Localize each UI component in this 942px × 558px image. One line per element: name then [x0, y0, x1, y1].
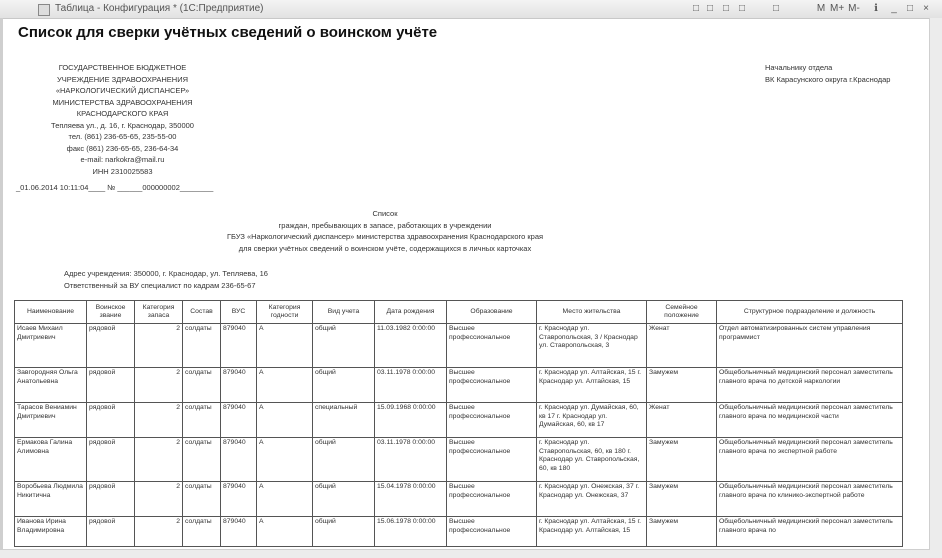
cell-composition[interactable]: солдаты	[183, 517, 221, 547]
info-icon[interactable]: ℹ	[874, 3, 878, 14]
cell-reserve-category[interactable]: 2	[135, 403, 183, 438]
col-header-fitness: Категория годности	[257, 301, 313, 324]
cell-fitness[interactable]: А	[257, 482, 313, 517]
cell-marital[interactable]: Замужем	[647, 438, 717, 482]
cell-marital[interactable]: Замужем	[647, 482, 717, 517]
cell-residence[interactable]: г. Краснодар ул. Алтайская, 15 г. Краснодар ул. Алтайская, 15	[537, 517, 647, 547]
cell-residence[interactable]: г. Краснодар ул. Думайская, 60, кв 17 г. Краснодар ул. Думайская, 60, кв 17	[537, 403, 647, 438]
cell-department[interactable]: Общебольничный медицинский персонал заместитель главного врача по	[717, 517, 903, 547]
cell-education[interactable]: Высшее профессиональное	[447, 324, 537, 368]
col-header-rank: Воинское звание	[87, 301, 135, 324]
address-line: Адрес учреждения: 350000, г. Краснодар, ул. Тепляева, 16	[64, 269, 268, 278]
table-row[interactable]	[15, 482, 903, 517]
cell-vus[interactable]: 879040	[221, 368, 257, 403]
cell-residence[interactable]: г. Краснодар ул. Алтайская, 15 г. Краснодар ул. Алтайская, 15	[537, 368, 647, 403]
heading-line: для сверки учётных сведений о воинском учёте, содержащихся в личных карточках	[238, 243, 532, 253]
cell-reserve-category[interactable]: 2	[135, 368, 183, 403]
table-row[interactable]	[15, 403, 903, 438]
cell-marital[interactable]: Женат	[647, 324, 717, 368]
toolbar-icon-3[interactable]: □	[722, 3, 730, 14]
toolbar-icon-1[interactable]: □	[692, 3, 700, 14]
organization-header	[20, 62, 225, 177]
cell-marital[interactable]: Женат	[647, 403, 717, 438]
cell-education[interactable]: Высшее профессиональное	[447, 482, 537, 517]
window-titlebar	[0, 0, 942, 19]
maximize-button[interactable]: □	[906, 3, 914, 14]
cell-vus[interactable]: 879040	[221, 438, 257, 482]
cell-residence[interactable]: г. Краснодар ул. Ставропольская, 3 / Краснодар ул. Ставропольская, 3	[537, 324, 647, 368]
cell-rank[interactable]: рядовой	[87, 517, 135, 547]
cell-name[interactable]: Исаев Михаил Дмитриевич	[15, 324, 87, 368]
app-icon	[38, 4, 50, 16]
cell-education[interactable]: Высшее профессиональное	[447, 438, 537, 482]
cell-name[interactable]: Тарасов Вениамин Дмитриевич	[15, 403, 87, 438]
table-row[interactable]	[15, 324, 903, 368]
cell-fitness[interactable]: А	[257, 324, 313, 368]
cell-composition[interactable]: солдаты	[183, 482, 221, 517]
cell-marital[interactable]: Замужем	[647, 517, 717, 547]
table-row[interactable]	[15, 368, 903, 403]
cell-fitness[interactable]: А	[257, 517, 313, 547]
recipient-line: Начальнику отдела	[765, 63, 833, 72]
cell-record-type[interactable]: общий	[313, 482, 375, 517]
cell-residence[interactable]: г. Краснодар ул. Онежская, 37 г. Краснодар ул. Онежская, 37	[537, 482, 647, 517]
cell-fitness[interactable]: А	[257, 438, 313, 482]
col-header-education: Образование	[447, 301, 537, 324]
horizontal-scrollbar[interactable]	[0, 549, 930, 558]
org-line: «НАРКОЛОГИЧЕСКИЙ ДИСПАНСЕР»	[55, 86, 190, 95]
cell-rank[interactable]: рядовой	[87, 403, 135, 438]
cell-department[interactable]: Отдел автоматизированных систем управления программист	[717, 324, 903, 368]
org-line: Тепляева ул., д. 16, г. Краснодар, 350000	[51, 120, 194, 130]
table-header-row	[15, 301, 903, 324]
cell-department[interactable]: Общебольничный медицинский персонал заместитель главного врача по медицинской части	[717, 403, 903, 438]
heading-line: граждан, пребывающих в запасе, работающих в учреждении	[278, 220, 492, 230]
document-date-number: _01.06.2014 10:11:04____ № ______000000002________	[16, 183, 214, 192]
window-title: Таблица - Конфигурация * (1С:Предприятие)	[55, 3, 264, 14]
col-header-residence: Место жительства	[537, 301, 647, 324]
col-header-composition: Состав	[183, 301, 221, 324]
cell-birthdate[interactable]: 03.11.1978 0:00:00	[375, 368, 447, 403]
cell-name[interactable]: Завгородняя Ольга Анатольевна	[15, 368, 87, 403]
table-row[interactable]	[15, 517, 903, 547]
cell-vus[interactable]: 879040	[221, 403, 257, 438]
toolbar-icon-5[interactable]: □	[772, 3, 780, 14]
cell-rank[interactable]: рядовой	[87, 368, 135, 403]
cell-rank[interactable]: рядовой	[87, 438, 135, 482]
cell-record-type[interactable]: общий	[313, 438, 375, 482]
org-line: УЧРЕЖДЕНИЕ ЗДРАВООХРАНЕНИЯ	[56, 74, 188, 84]
col-header-department: Структурное подразделение и должность	[717, 301, 903, 324]
cell-education[interactable]: Высшее профессиональное	[447, 403, 537, 438]
org-line: ИНН 2310025583	[92, 166, 153, 176]
col-header-reserve-category: Категория запаса	[135, 301, 183, 324]
recipient-block	[765, 62, 890, 86]
cell-department[interactable]: Общебольничный медицинский персонал заместитель главного врача по экспертной работе	[717, 438, 903, 482]
cell-birthdate[interactable]: 15.04.1978 0:00:00	[375, 482, 447, 517]
cell-composition[interactable]: солдаты	[183, 324, 221, 368]
org-line: ГОСУДАРСТВЕННОЕ БЮДЖЕТНОЕ	[58, 63, 187, 72]
cell-birthdate[interactable]: 03.11.1978 0:00:00	[375, 438, 447, 482]
cell-reserve-category[interactable]: 2	[135, 517, 183, 547]
cell-residence[interactable]: г. Краснодар ул. Ставропольская, 60, кв 180 г. Краснодар ул. Ставропольская, 60, кв 180	[537, 438, 647, 482]
cell-name[interactable]: Воробьева Людмила Никитична	[15, 482, 87, 517]
col-header-vus: ВУС	[221, 301, 257, 324]
cell-vus[interactable]: 879040	[221, 482, 257, 517]
cell-department[interactable]: Общебольничный медицинский персонал заместитель главного врача по детской наркологии	[717, 368, 903, 403]
toolbar-icon-4[interactable]: □	[738, 3, 746, 14]
cell-record-type[interactable]: общий	[313, 517, 375, 547]
list-heading	[195, 208, 575, 254]
cell-marital[interactable]: Замужем	[647, 368, 717, 403]
cell-department[interactable]: Общебольничный медицинский персонал заместитель главного врача по клинико-экспертной работе	[717, 482, 903, 517]
cell-composition[interactable]: солдаты	[183, 403, 221, 438]
org-line: МИНИСТЕРСТВА ЗДРАВООХРАНЕНИЯ	[52, 97, 193, 107]
cell-record-type[interactable]: общий	[313, 324, 375, 368]
cell-education[interactable]: Высшее профессиональное	[447, 368, 537, 403]
memory-minus-button[interactable]: M-	[848, 3, 860, 14]
cell-fitness[interactable]: А	[257, 403, 313, 438]
cell-fitness[interactable]: А	[257, 368, 313, 403]
memory-plus-button[interactable]: M+	[830, 3, 845, 14]
cell-vus[interactable]: 879040	[221, 324, 257, 368]
table-row[interactable]	[15, 438, 903, 482]
responsible-line: Ответственный за ВУ специалист по кадрам 236-65-67	[64, 280, 256, 290]
memory-button[interactable]: M	[816, 3, 826, 14]
minimize-button[interactable]: _	[891, 3, 897, 14]
cell-reserve-category[interactable]: 2	[135, 438, 183, 482]
cell-rank[interactable]: рядовой	[87, 482, 135, 517]
col-header-record-type: Вид учета	[313, 301, 375, 324]
cell-composition[interactable]: солдаты	[183, 438, 221, 482]
recipient-line: ВК Карасунского округа г.Краснодар	[765, 75, 891, 84]
cell-composition[interactable]: солдаты	[183, 368, 221, 403]
document-title: Список для сверки учётных сведений о воинском учёте	[18, 24, 438, 41]
vertical-scrollbar[interactable]	[929, 18, 942, 558]
org-line: e-mail: narkokra@mail.ru	[80, 155, 165, 164]
cell-birthdate[interactable]: 11.03.1982 0:00:00	[375, 324, 447, 368]
close-button[interactable]: ×	[923, 3, 929, 14]
heading-line: ГБУЗ «Наркологический диспансер» министерства здравоохранения Краснодарского края	[226, 232, 544, 241]
heading-line: Список	[372, 209, 398, 218]
org-line: тел. (861) 236-65-65, 235-55-00	[68, 132, 177, 141]
cell-name[interactable]: Ермакова Галина Алимовна	[15, 438, 87, 482]
cell-birthdate[interactable]: 15.09.1968 0:00:00	[375, 403, 447, 438]
col-header-marital: Семейное положение	[647, 301, 717, 324]
cell-reserve-category[interactable]: 2	[135, 324, 183, 368]
col-header-birthdate: Дата рождения	[375, 301, 447, 324]
cell-record-type[interactable]: специальный	[313, 403, 375, 438]
cell-record-type[interactable]: общий	[313, 368, 375, 403]
col-header-name: Наименование	[15, 301, 87, 324]
cell-vus[interactable]: 879040	[221, 517, 257, 547]
org-line: факс (861) 236-65-65, 236-64-34	[66, 143, 179, 153]
cell-name[interactable]: Иванова Ирина Владимировна	[15, 517, 87, 547]
toolbar-icon-2[interactable]: □	[706, 3, 714, 14]
employees-table	[14, 300, 903, 547]
cell-education[interactable]: Высшее профессиональное	[447, 517, 537, 547]
address-block	[64, 268, 268, 291]
org-line: КРАСНОДАРСКОГО КРАЯ	[76, 109, 169, 118]
window-frame-left	[0, 18, 3, 558]
cell-rank[interactable]: рядовой	[87, 324, 135, 368]
cell-birthdate[interactable]: 15.06.1978 0:00:00	[375, 517, 447, 547]
cell-reserve-category[interactable]: 2	[135, 482, 183, 517]
